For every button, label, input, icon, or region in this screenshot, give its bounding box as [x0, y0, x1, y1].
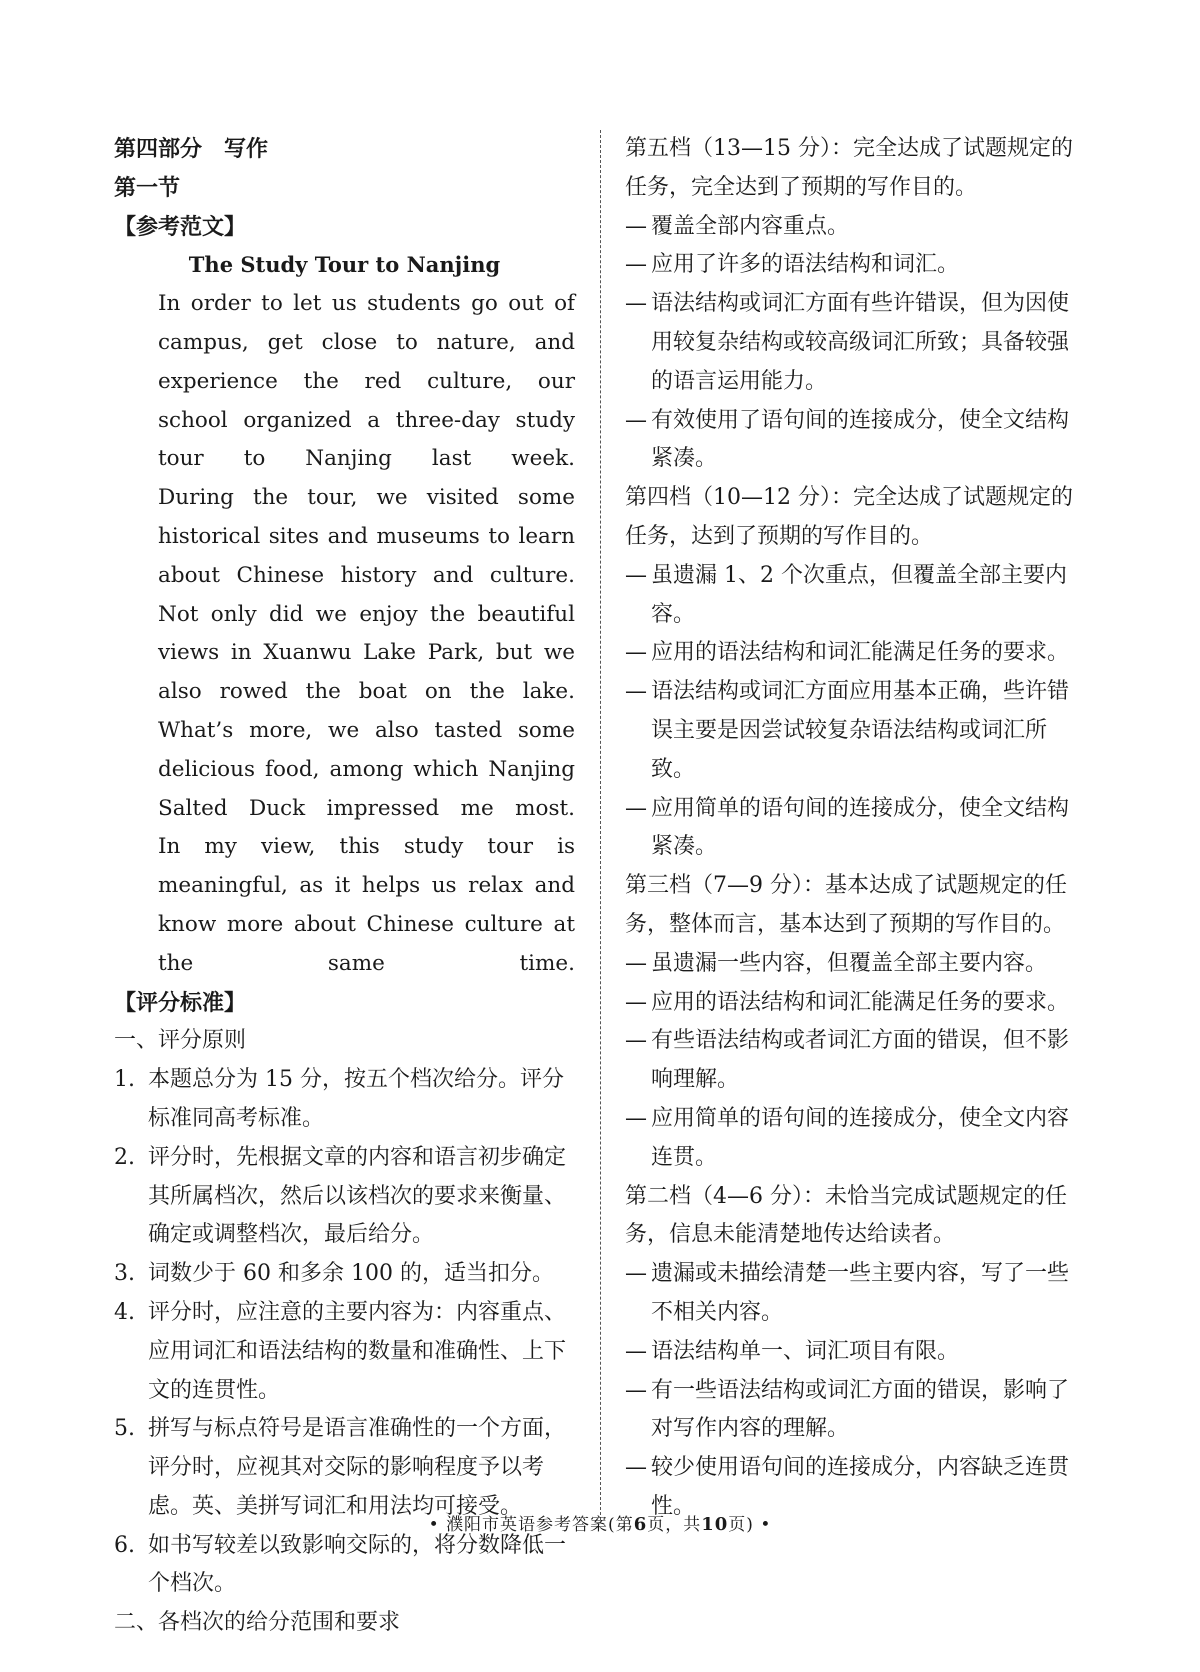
tier-point-text: 应用的语法结构和词汇能满足任务的要求。	[651, 640, 1070, 666]
dash-mark: —	[625, 252, 647, 278]
tier-point-text: 有一些语法结构或词汇方面的错误，影响了对写作内容的理解。	[651, 1377, 1070, 1442]
tier-block	[625, 130, 1087, 479]
dash-mark: —	[625, 1338, 647, 1364]
tier-heading: 第三档（7—9 分）：基本达成了试题规定的任务，整体而言，基本达到了预期的写作目的。	[625, 873, 1067, 937]
tier-point-text: 虽遗漏一些内容，但覆盖全部主要内容。	[651, 950, 1048, 976]
tier-point	[625, 945, 1087, 984]
dash-mark: —	[625, 1377, 647, 1403]
principle-number: 1.	[114, 1067, 135, 1093]
tier-point-text: 有些语法结构或者词汇方面的错误，但不影响理解。	[651, 1028, 1070, 1093]
dash-mark: —	[625, 291, 647, 317]
ranges-title: 二、各档次的给分范围和要求	[114, 1610, 401, 1636]
principle-number: 2.	[114, 1144, 135, 1170]
tier-point	[625, 1255, 1087, 1333]
dash-mark: —	[625, 950, 647, 976]
tier-point	[625, 673, 1087, 789]
tier-point-text: 应用了许多的语法结构和词汇。	[651, 252, 960, 278]
dash-mark: —	[625, 1028, 647, 1054]
footer-suffix: 页)	[728, 1515, 754, 1535]
essay-body	[114, 285, 575, 983]
principle-item	[114, 1294, 575, 1410]
tier-heading: 第五档（13—15 分）：完全达成了试题规定的任务，完全达到了预期的写作目的。	[625, 136, 1073, 200]
tier-point	[625, 1100, 1087, 1178]
tier-point-text: 应用简单的语句间的连接成分，使全文内容连贯。	[651, 1105, 1070, 1170]
tier-point	[625, 208, 1087, 247]
tier-point	[625, 402, 1087, 480]
left-column	[114, 130, 575, 1643]
dash-mark: —	[625, 213, 647, 239]
dash-mark: —	[625, 562, 647, 588]
principle-text: 评分时，先根据文章的内容和语言初步确定其所属档次，然后以该档次的要求来衡量、确定或调整档次，最后给分。	[148, 1144, 567, 1248]
criteria-label: 【评分标准】	[114, 989, 247, 1016]
section-title: 第一节	[114, 174, 181, 201]
tier-heading: 第二档（4—6 分）：未恰当完成试题规定的任务，信息未能清楚地传达给读者。	[625, 1183, 1067, 1248]
principles-title: 一、评分原则	[114, 1028, 247, 1054]
tier-heading: 第四档（10—12 分）：完全达成了试题规定的任务，达到了预期的写作目的。	[625, 485, 1073, 549]
tier-point-text: 虽遗漏 1、2 个次重点，但覆盖全部主要内容。	[651, 562, 1067, 627]
tier-point-text: 语法结构单一、词汇项目有限。	[651, 1338, 960, 1364]
principle-item	[114, 1527, 575, 1605]
principle-number: 3.	[114, 1261, 135, 1287]
principle-number: 6.	[114, 1532, 135, 1558]
essay-paragraph-3: In my view, this study tour is meaningful, as it helps us relax and know more about Chinese culture at the same time.	[158, 834, 575, 976]
essay-title: The Study Tour to Nanjing	[188, 252, 501, 278]
tier-point	[625, 285, 1087, 401]
tier-point	[625, 790, 1087, 868]
principle-item	[114, 1139, 575, 1255]
dash-mark: —	[625, 407, 647, 433]
footer-page-number: 6	[633, 1514, 648, 1535]
tier-point-text: 较少使用语句间的连接成分，内容缺乏连贯性。	[651, 1455, 1070, 1519]
principle-text: 拼写与标点符号是语言准确性的一个方面，评分时，应视其对交际的影响程度予以考虑。英、美拼写词汇和用法均可接受。	[148, 1416, 567, 1519]
principle-text: 评分时，应注意的主要内容为：内容重点、应用词汇和语法结构的数量和准确性、上下文的连贯性。	[148, 1299, 567, 1403]
dash-mark: —	[625, 1105, 647, 1131]
footer-prefix: 濮阳市英语参考答案(第	[446, 1515, 634, 1535]
tier-block	[625, 1178, 1087, 1527]
tier-point	[625, 1022, 1087, 1100]
column-divider	[600, 130, 601, 1520]
tier-point-text: 语法结构或词汇方面应用基本正确，些许错误主要是因尝试较复杂语法结构或词汇所致。	[651, 679, 1070, 782]
footer-total-pages: 10	[701, 1514, 729, 1535]
footer-bullet: •	[428, 1515, 440, 1535]
tier-point-text: 应用简单的语句间的连接成分，使全文结构紧凑。	[651, 795, 1070, 860]
tier-point-text: 语法结构或词汇方面有些许错误，但为因使用较复杂结构或较高级词汇所致；具备较强的语言运用能力。	[651, 291, 1070, 394]
dash-mark: —	[625, 1261, 647, 1287]
dash-mark: —	[625, 640, 647, 666]
tier-point	[625, 1333, 1087, 1372]
tier-point	[625, 634, 1087, 673]
sample-label: 【参考范文】	[114, 213, 247, 240]
tier-block	[625, 479, 1087, 867]
dash-mark: —	[625, 679, 647, 705]
part-title: 第四部分 写作	[114, 136, 269, 162]
tier-point-text: 有效使用了语句间的连接成分，使全文结构紧凑。	[651, 407, 1070, 472]
principle-text: 如书写较差以致影响交际的，将分数降低一个档次。	[148, 1532, 567, 1597]
tier-point	[625, 557, 1087, 635]
tier-point-text: 应用的语法结构和词汇能满足任务的要求。	[651, 989, 1070, 1015]
page-footer	[0, 1510, 1200, 1535]
essay-paragraph-2: During the tour, we visited some historical sites and museums to learn about Chinese history and culture. Not only did we enjoy the beautiful views in Xuanwu Lake Park, but we also rowed the boat on the lake. What’s more, we also tasted some delicious food, among which Nanjing Salted Duck impressed me most.	[158, 485, 575, 821]
tier-point	[625, 1372, 1087, 1450]
principle-item	[114, 1061, 575, 1139]
tier-point-text: 覆盖全部内容重点。	[651, 213, 850, 239]
tier-point	[625, 984, 1087, 1023]
right-column	[625, 130, 1087, 1527]
principle-item	[114, 1255, 575, 1294]
tier-point	[625, 246, 1087, 285]
dash-mark: —	[625, 1455, 647, 1481]
essay-paragraph-1: In order to let us students go out of campus, get close to nature, and experience the red culture, our school organized a three-day study tour to Nanjing last week.	[158, 291, 575, 472]
tier-point-text: 遗漏或未描绘清楚一些主要内容，写了一些不相关内容。	[651, 1261, 1070, 1325]
principle-number: 4.	[114, 1299, 135, 1325]
footer-bullet: •	[760, 1515, 772, 1535]
dash-mark: —	[625, 795, 647, 821]
principle-number: 5.	[114, 1416, 135, 1442]
dash-mark: —	[625, 989, 647, 1015]
principle-text: 本题总分为 15 分，按五个档次给分。评分标准同高考标准。	[148, 1067, 564, 1131]
tier-block	[625, 867, 1087, 1177]
footer-middle: 页，共	[647, 1515, 702, 1535]
principle-text: 词数少于 60 和多余 100 的，适当扣分。	[148, 1261, 554, 1287]
